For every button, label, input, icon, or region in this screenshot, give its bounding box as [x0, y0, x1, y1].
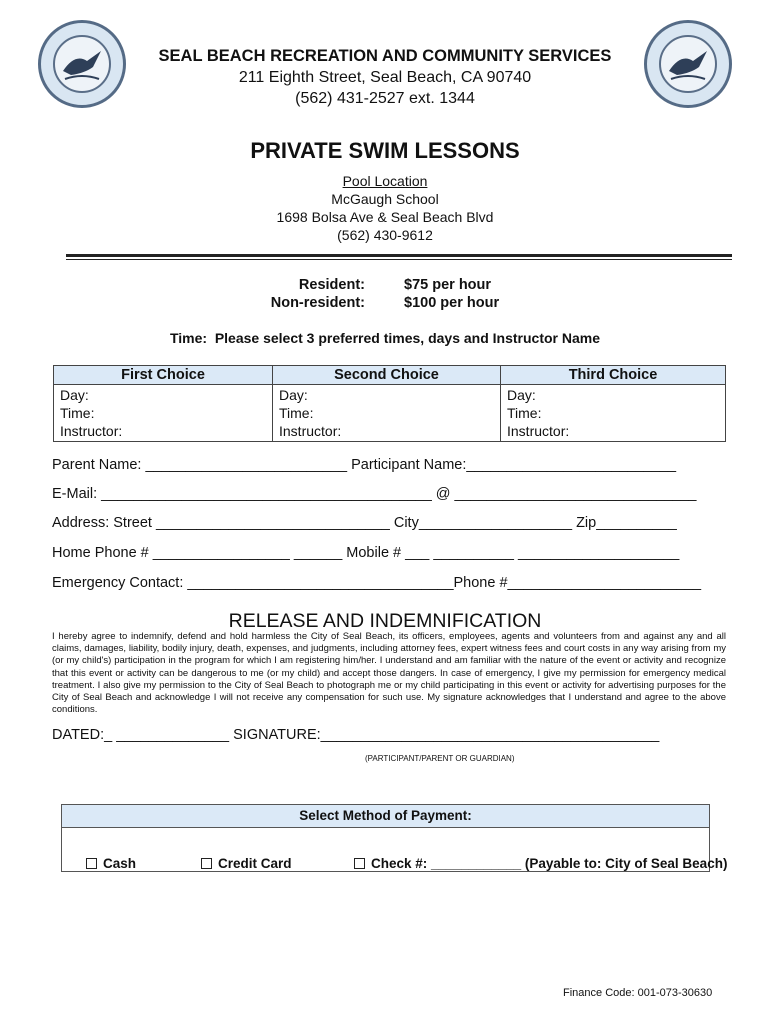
choice-cell-3[interactable]	[501, 385, 726, 442]
address-field[interactable]: Address: Street _____________________________ City___________________ Zip__________	[52, 515, 677, 531]
checkbox-icon[interactable]	[201, 858, 212, 869]
fee-prices	[404, 276, 544, 312]
phone-field[interactable]: Home Phone # _________________ ______ Mobile # ___ __________ ____________________	[52, 545, 680, 561]
release-title: RELEASE AND INDEMNIFICATION	[228, 610, 542, 632]
time-label: Time:	[507, 405, 542, 421]
pool-location-name: McGaugh School	[331, 191, 439, 207]
org-phone: (562) 431-2527 ext. 1344	[295, 90, 475, 107]
pool-location-block	[0, 172, 770, 244]
checkbox-icon[interactable]	[86, 858, 97, 869]
org-name: SEAL BEACH RECREATION AND COMMUNITY SERVICES	[158, 47, 612, 65]
day-label: Day:	[507, 387, 536, 403]
choice-cell-2[interactable]	[273, 385, 501, 442]
pool-location-label: Pool Location	[342, 173, 428, 189]
day-label: Day:	[60, 387, 89, 403]
time-instruction: Time: Please select 3 preferred times, days and Instructor Name	[169, 330, 601, 346]
choice-cell-1[interactable]	[54, 385, 273, 442]
payment-option-check[interactable]	[339, 841, 727, 886]
finance-code: Finance Code: 001-073-30630	[563, 987, 713, 999]
resident-label: Resident:	[298, 277, 365, 293]
payment-option-credit[interactable]	[186, 841, 292, 886]
cash-label: Cash	[103, 856, 137, 871]
pool-location-phone: (562) 430-9612	[337, 227, 433, 243]
release-text: I hereby agree to indemnify, defend and hold harmless the City of Seal Beach, its officers, employees, agents and volunteers from and against any and all claims, damages, liability, bodily injury, death, expenses, and judgments, including attorney fees, expert witness fees and court costs in any way arising from my (or my child's) participation in the program for which I am registering him/her. I understand and am familiar with the nature of the event or activity and recognize that this event or activity can be dangerous to me (or my child) and accept those dangers. In case of emergency, I give my permission for emergency medical treatment. I also give my permission to the City of Seal Beach to photograph me or my child participating in this event or activity for advertising purposes for the City of Seal Beach and acknowledge I will not receive any compensation for such use. My signature acknowledges that I understand and agree to the above conditions.	[52, 631, 726, 716]
instructor-label: Instructor:	[60, 423, 123, 439]
nonresident-price: $100 per hour	[404, 295, 500, 311]
check-label: Check #: ____________ (Payable to: City of Seal Beach)	[371, 856, 728, 871]
divider	[66, 254, 732, 257]
emergency-contact-field[interactable]: Emergency Contact: _________________________________Phone #________________________	[52, 575, 702, 591]
instructor-label: Instructor:	[279, 423, 342, 439]
time-label: Time:	[60, 405, 95, 421]
nonresident-label: Non-resident:	[270, 295, 365, 311]
choice-header-1: First Choice	[54, 366, 273, 385]
choice-header-2: Second Choice	[273, 366, 501, 385]
resident-price: $75 per hour	[404, 277, 492, 293]
org-address: 211 Eighth Street, Seal Beach, CA 90740	[238, 69, 532, 86]
payment-option-cash[interactable]	[71, 841, 136, 886]
time-label: Time:	[279, 405, 314, 421]
date-signature-field[interactable]: DATED:_ ______________ SIGNATURE:__________________________________________	[52, 727, 660, 743]
choices-table	[53, 365, 726, 442]
credit-label: Credit Card	[218, 856, 292, 871]
day-label: Day:	[279, 387, 308, 403]
email-field[interactable]: E-Mail: _________________________________________ @ ______________________________	[52, 486, 697, 502]
choice-header-3: Third Choice	[501, 366, 726, 385]
payment-box	[61, 804, 728, 872]
checkbox-icon[interactable]	[354, 858, 365, 869]
payment-title: Select Method of Payment:	[62, 805, 709, 828]
page-title: PRIVATE SWIM LESSONS	[250, 138, 520, 163]
fee-labels	[265, 276, 365, 312]
parent-participant-field[interactable]: Parent Name: _________________________ Participant Name:__________________________	[52, 457, 677, 473]
pool-location-street: 1698 Bolsa Ave & Seal Beach Blvd	[276, 209, 494, 225]
divider	[66, 259, 732, 260]
instructor-label: Instructor:	[507, 423, 570, 439]
signature-caption: (PARTICIPANT/PARENT OR GUARDIAN)	[365, 754, 515, 763]
